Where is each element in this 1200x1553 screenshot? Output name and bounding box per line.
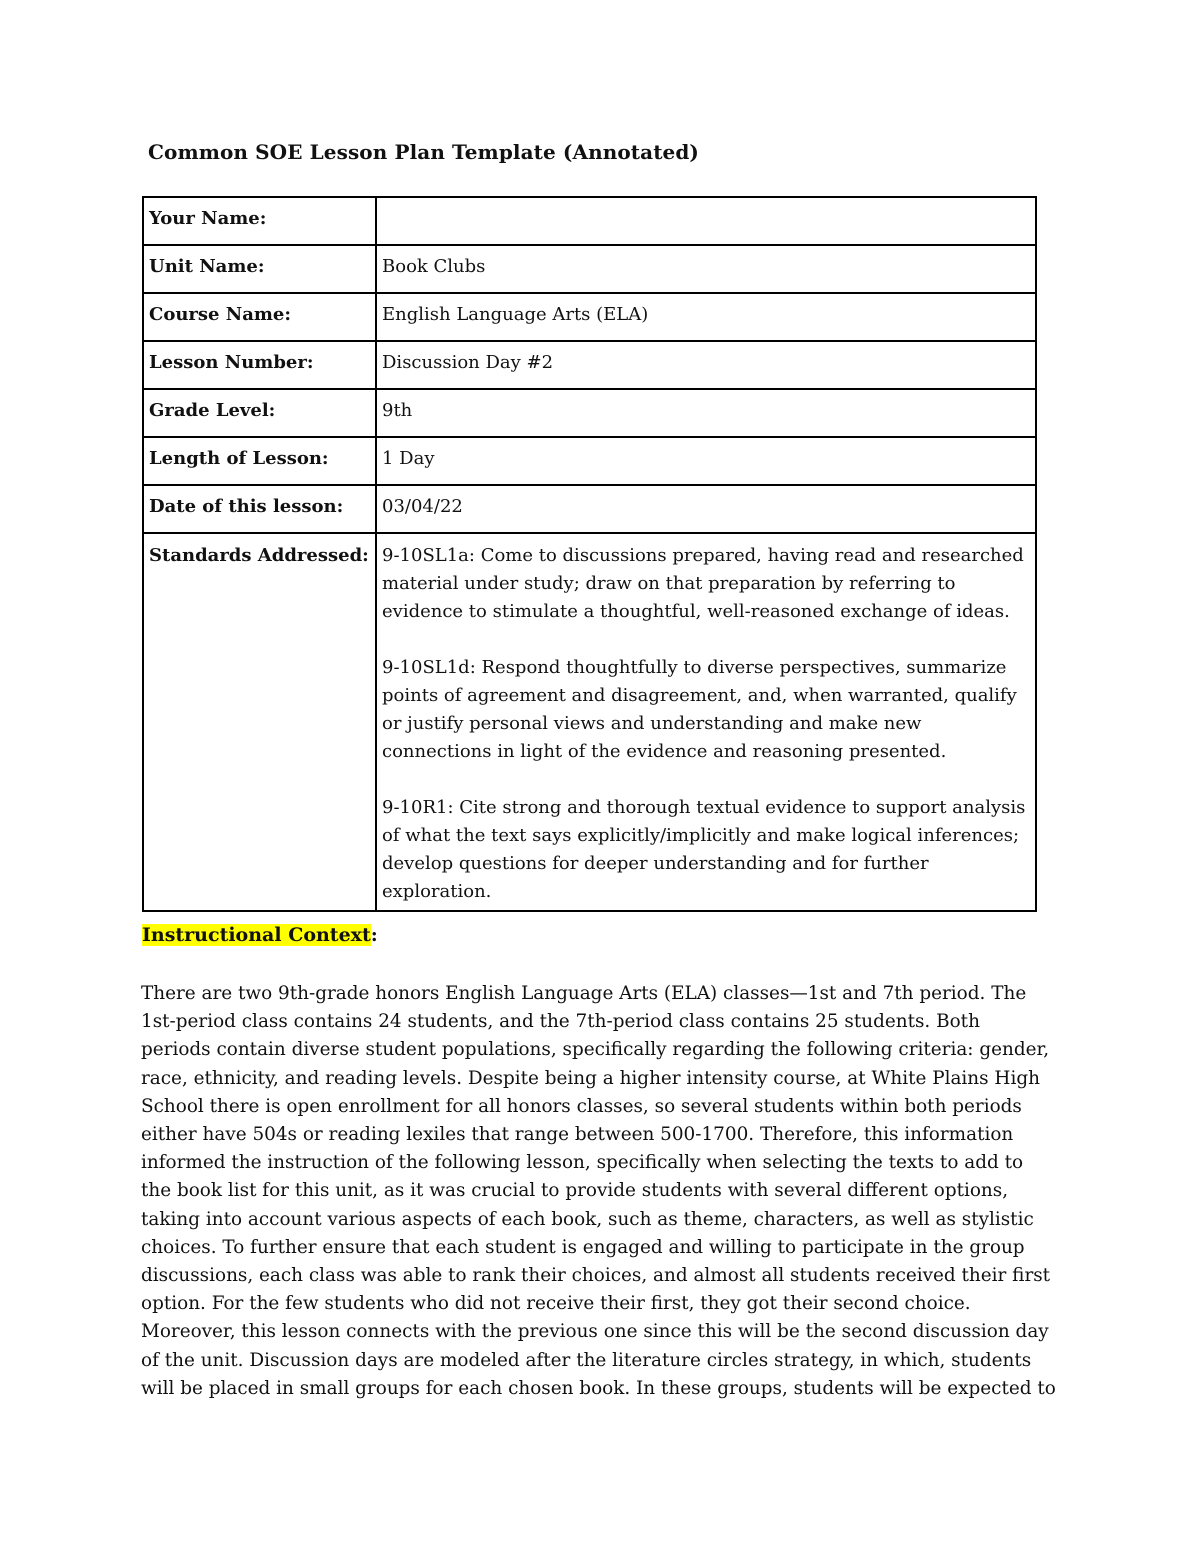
- paragraph-line: choices. To further ensure that each student is engaged and willing to participate in the group: [141, 1236, 1025, 1258]
- paragraph-line: periods contain diverse student populations, specifically regarding the following criteria: gender,: [141, 1039, 1050, 1061]
- instructional-context-body: [141, 980, 1063, 1403]
- standard-item: 9-10SL1d: Respond thoughtfully to diverse perspectives, summarize points of agreement and disagreement, and, when warranted, qualify or justify personal views and understanding and make new connections in light of the evidence and reasoning presented.: [382, 657, 1017, 762]
- row-value: Discussion Day #2: [376, 341, 1036, 389]
- row-label: Lesson Number:: [143, 341, 376, 389]
- paragraph-line: School there is open enrollment for all honors classes, so several students within both periods: [141, 1095, 1022, 1117]
- row-value: Book Clubs: [376, 245, 1036, 293]
- row-value: [376, 197, 1036, 245]
- instructional-context-heading: [142, 924, 378, 946]
- document-title: Common SOE Lesson Plan Template (Annotated): [148, 140, 699, 164]
- standard-item: 9-10SL1a: Come to discussions prepared, having read and researched material under study; draw on that preparation by referring to evidence to stimulate a thoughtful, well-reasoned exchange of ideas.: [382, 545, 1024, 622]
- row-value: 9th: [376, 389, 1036, 437]
- paragraph-line: informed the instruction of the following lesson, specifically when selecting the texts to add to: [141, 1152, 1024, 1174]
- table-row: [143, 293, 1036, 341]
- row-label: Length of Lesson:: [143, 437, 376, 485]
- paragraph-line: discussions, each class was able to rank their choices, and almost all students received their first: [141, 1265, 1051, 1287]
- row-label: Grade Level:: [143, 389, 376, 437]
- paragraph-line: will be placed in small groups for each chosen book. In these groups, students will be expected to: [141, 1377, 1056, 1399]
- row-value: 03/04/22: [376, 485, 1036, 533]
- paragraph-line: 1st-period class contains 24 students, and the 7th-period class contains 25 students. Both: [141, 1011, 980, 1033]
- standards-value: [376, 533, 1036, 911]
- paragraph-line: either have 504s or reading lexiles that range between 500-1700. Therefore, this information: [141, 1124, 1014, 1146]
- paragraph-line: option. For the few students who did not receive their first, they got their second choice.: [141, 1293, 971, 1315]
- paragraph-line: There are two 9th-grade honors English Language Arts (ELA) classes—1st and 7th period. The: [141, 983, 1027, 1004]
- row-label: Course Name:: [143, 293, 376, 341]
- paragraph-line: the book list for this unit, as it was crucial to provide students with several different options,: [141, 1180, 1009, 1202]
- paragraph-line: taking into account various aspects of each book, such as theme, characters, as well as stylistic: [141, 1208, 1034, 1230]
- table-row: [143, 341, 1036, 389]
- row-label: Unit Name:: [143, 245, 376, 293]
- standards-label: Standards Addressed:: [143, 533, 376, 911]
- row-label: Date of this lesson:: [143, 485, 376, 533]
- highlighted-heading-text: Instructional Context: [142, 924, 371, 946]
- standard-item: 9-10R1: Cite strong and thorough textual evidence to support analysis of what the text says explicitly/implicitly and make logical inferences; develop questions for deeper understanding and for further exploration.: [382, 797, 1026, 902]
- heading-colon: :: [370, 924, 378, 946]
- paragraph-line: race, ethnicity, and reading levels. Despite being a higher intensity course, at White Plains High: [141, 1067, 1040, 1089]
- table-row: [143, 245, 1036, 293]
- paragraph-line: Moreover, this lesson connects with the previous one since this will be the second discussion day: [141, 1321, 1049, 1343]
- lesson-info-table: [142, 196, 1037, 912]
- paragraph-line: of the unit. Discussion days are modeled after the literature circles strategy, in which, students: [141, 1349, 1032, 1371]
- standards-row: [143, 533, 1036, 911]
- row-label: Your Name:: [143, 197, 376, 245]
- table-row: [143, 389, 1036, 437]
- row-value: 1 Day: [376, 437, 1036, 485]
- table-row: [143, 437, 1036, 485]
- row-value: English Language Arts (ELA): [376, 293, 1036, 341]
- table-row: [143, 485, 1036, 533]
- table-row: [143, 197, 1036, 245]
